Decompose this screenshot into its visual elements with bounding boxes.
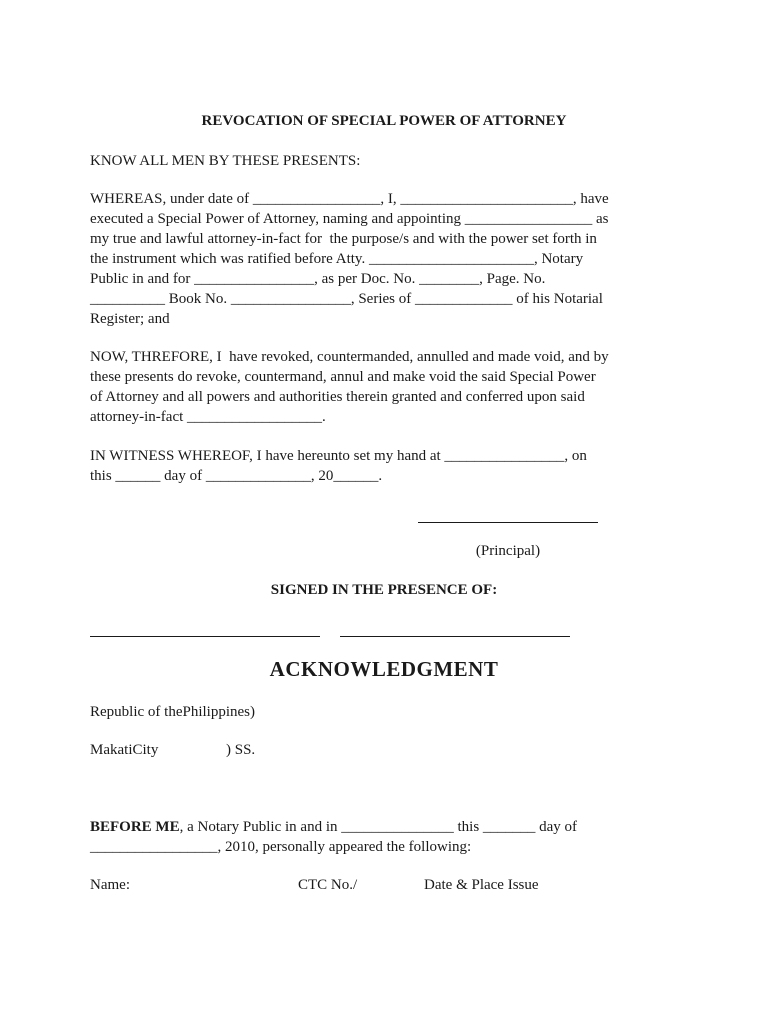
signed-presence-heading: SIGNED IN THE PRESENCE OF: [270,582,498,598]
whereas-line: executed a Special Power of Attorney, naming and appointing _________________ as [90,211,609,227]
whereas-line: __________ Book No. ________________, Series of _____________ of his Notarial [90,291,603,307]
before-me-line-2: _________________, 2010, personally appeared the following: [90,839,472,855]
whereas-line: Public in and for ________________, as per Doc. No. ________, Page. No. [90,271,546,287]
table-header-date-place: Date & Place Issue [424,877,539,893]
principal-label: (Principal) [475,543,541,559]
document-title: REVOCATION OF SPECIAL POWER OF ATTORNEY [201,113,567,129]
ss-text: ) SS. [226,742,256,758]
witness-line: this ______ day of ______________, 20______. [90,468,383,484]
before-me-bold: BEFORE ME [90,819,180,835]
whereas-line: my true and lawful attorney-in-fact for the purpose/s and with the power set forth in [90,231,597,247]
before-me-rest: , a Notary Public in and in _______________ this _______ day of [179,819,578,835]
witness-line: IN WITNESS WHEREOF, I have hereunto set my hand at ________________, on [90,448,587,464]
witness-signature-line-1 [90,636,320,637]
now-line: attorney-in-fact __________________. [90,409,326,425]
witness-signature-line-2 [340,636,570,637]
now-line: NOW, THREFORE, I have revoked, countermanded, annulled and made void, and by [90,349,609,365]
before-me-line [90,817,577,837]
now-line: these presents do revoke, countermand, annul and make void the said Special Power [90,369,596,385]
principal-signature-line [418,522,598,523]
intro-text: KNOW ALL MEN BY THESE PRESENTS: [90,153,361,169]
whereas-line: WHEREAS, under date of _________________, I, _______________________, have [90,191,609,207]
table-header-ctc: CTC No./ [298,877,358,893]
now-line: of Attorney and all powers and authorities therein granted and conferred upon said [90,389,585,405]
acknowledgment-heading: ACKNOWLEDGMENT [269,657,499,681]
table-header-name: Name: [90,877,130,893]
city-text: MakatiCity [90,742,159,758]
republic-text: Republic of thePhilippines) [90,704,255,720]
whereas-line: the instrument which was ratified before Atty. ______________________, Notary [90,251,584,267]
whereas-line: Register; and [90,311,170,327]
